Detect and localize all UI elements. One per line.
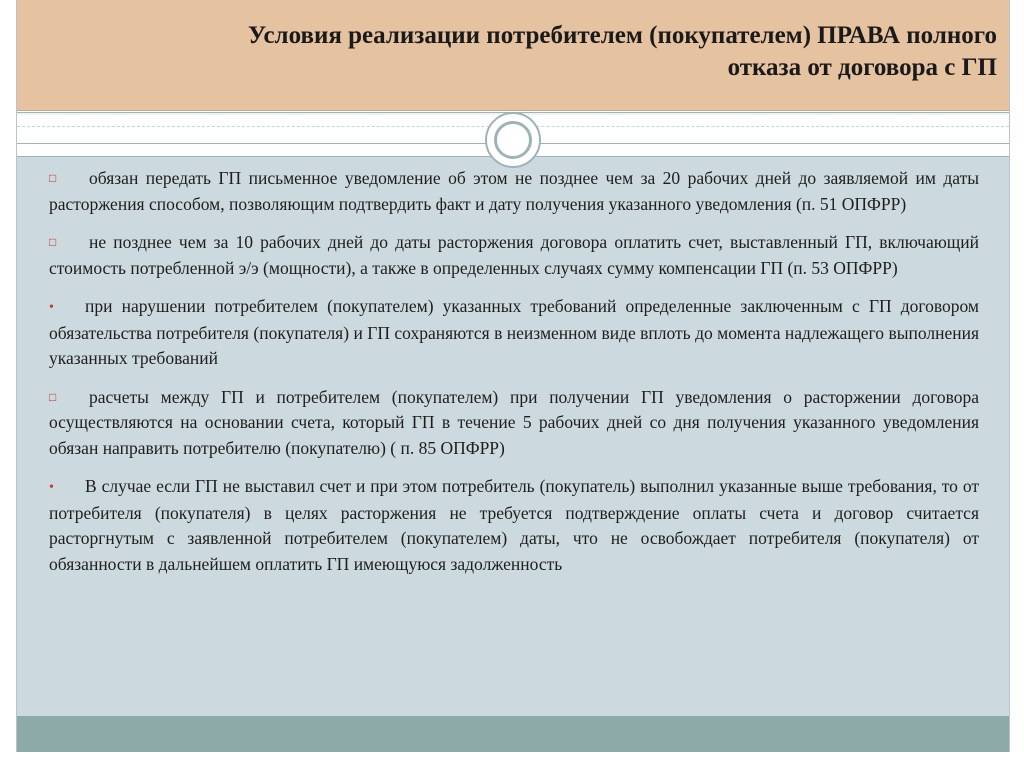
title-line-1: Условия реализации потребителем (покупателем) ПРАВА полного	[247, 22, 997, 49]
list-item-text: В случае если ГП не выставил счет и при этом потребитель (покупатель) выполнил указанные выше требования, то от потребителя (покупателя) в целях расторжения не требуется подтверждение оплаты счета и договор считается расторгнутым с заявленной потребителем (покупателем) даты, что не освобождает потребителя (покупателя) от обязанности в дальнейшем оплатить ГП имеющуюся задолженность	[49, 476, 979, 574]
dot-bullet-icon: •	[49, 300, 54, 315]
list-item-text: не позднее чем за 10 рабочих дней до даты расторжения договора оплатить счет, выставленный ГП, включающий стоимость потребленной э/э (мощности), а также в определенных случаях сумму компенсации ГП (п. 53 ОПФРР)	[49, 232, 979, 278]
circle-ornament-inner	[494, 121, 532, 159]
list-item	[49, 230, 979, 281]
title-line-2: отказа от договора с ГП	[727, 54, 997, 81]
title-bar	[17, 0, 1009, 111]
slide-title	[57, 20, 997, 84]
list-item	[49, 385, 979, 462]
list-item	[49, 166, 979, 217]
list-item-text: при нарушении потребителем (покупателем) указанных требований определенные заключенным с ГП договором обязательства потребителя (покупателя) и ГП сохраняются в неизменном виде вплоть до момента надлежащего выполнения указанных требований	[49, 296, 979, 368]
footer-bar	[17, 716, 1009, 752]
square-bullet-icon: □	[49, 171, 57, 185]
dot-bullet-icon: •	[49, 480, 54, 495]
bullet-list	[49, 166, 979, 590]
square-bullet-icon: □	[49, 235, 57, 249]
list-item-text: обязан передать ГП письменное уведомление об этом не позднее чем за 20 рабочих дней до заявляемой им даты расторжения способом, позволяющим подтвердить факт и дату получения указанного уведомления (п. 51 ОПФРР)	[49, 168, 979, 214]
square-bullet-icon: □	[49, 389, 57, 404]
circle-ornament-icon	[485, 112, 541, 168]
list-item	[49, 474, 979, 577]
list-item-text: расчеты между ГП и потребителем (покупателем) при получении ГП уведомления о расторжении договора осуществляются на основании счета, который ГП в течение 5 рабочих дней со дня получения указанного уведомления обязан направить потребителю (покупателю) ( п. 85 ОПФРР)	[49, 386, 979, 458]
list-item	[49, 294, 979, 372]
